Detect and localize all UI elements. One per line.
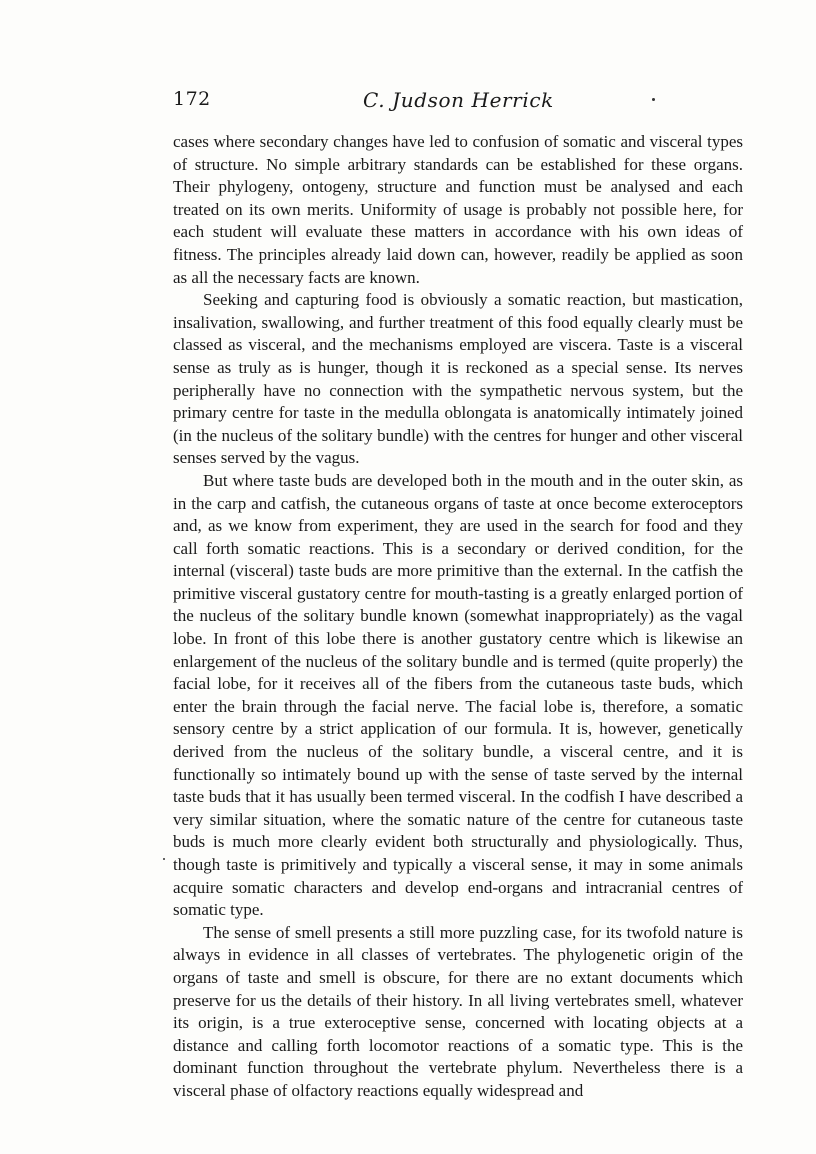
- paragraph-taste-buds: But where taste buds are developed both in the mouth and in the outer skin, as in the carp and catfish, the cutaneous organs of taste at once become exteroceptors and, as we know from experiment, they are used in the search for food and they call forth somatic reactions. This is a secondary or derived condition, for the internal (visceral) taste buds are more primitive than the external. In the catfish the primitive visceral gustatory centre for mouth-tasting is a greatly enlarged portion of the nucleus of the solitary bundle known (somewhat inappropriately) as the vagal lobe. In front of this lobe there is another gustatory centre which is likewise an enlargement of the nucleus of the solitary bundle and is termed (quite properly) the facial lobe, for it receives all of the fibers from the cutaneous taste buds, which enter the brain through the facial nerve. The facial lobe is, therefore, a somatic sensory centre by a strict application of our formula. It is, however, genetically derived from the nucleus of the solitary bundle, a visceral centre, and it is functionally so intimately bound up with the sense of taste served by the internal taste buds that it has usually been termed visceral. In the codfish I have described a very similar situation, where the somatic nature of the centre for cutaneous taste buds is much more clearly evident both structurally and physiologically. Thus, though taste is primitively and typically a visceral sense, it may in some animals acquire somatic characters and develop end-organs and intracranial centres of somatic type.: [173, 470, 743, 920]
- paragraph-continued: cases where secondary changes have led to confusion of somatic and visceral types of structure. No simple arbitrary standards can be established for these organs. Their phylogeny, ontogeny, structure and function must be analysed and each treated on its own merits. Uniformity of usage is probably not possible here, for each student will evaluate these matters in accordance with his own ideas of fitness. The principles already laid down can, however, readily be applied as soon as all the necessary facts are known.: [173, 132, 743, 287]
- page-number: 172: [173, 88, 211, 110]
- paragraph-smell: The sense of smell presents a still more puzzling case, for its twofold nature is always in evidence in all classes of vertebrates. The phylogenetic origin of the organs of taste and smell is obscure, for there are no extant documents which preserve for us the details of their history. In all living vertebrates smell, whatever its origin, is a true exteroceptive sense, concerned with locating objects at a distance and calling forth locomotor reactions of a somatic type. This is the dominant function throughout the vertebrate phylum. Nevertheless there is a visceral phase of olfactory reactions equally widespread and: [173, 922, 743, 1100]
- running-head-author: C. Judson Herrick: [363, 88, 554, 112]
- body-text: [173, 131, 743, 1103]
- paragraph-taste-visceral: Seeking and capturing food is obviously a somatic reaction, but mastication, insalivation, swallowing, and further treatment of this food equally clearly must be classed as visceral, and the mechanisms employed are viscera. Taste is a visceral sense as truly as is hunger, though it is reckoned as a special sense. Its nerves peripherally have no connection with the sympathetic nervous system, but the primary centre for taste in the medulla oblongata is anatomically intimately joined (in the nucleus of the solitary bundle) with the centres for hunger and other visceral senses served by the vagus.: [173, 290, 743, 468]
- page-header: [173, 88, 743, 116]
- stray-mark-dot: [652, 98, 655, 101]
- stray-mark-dot: [163, 858, 165, 860]
